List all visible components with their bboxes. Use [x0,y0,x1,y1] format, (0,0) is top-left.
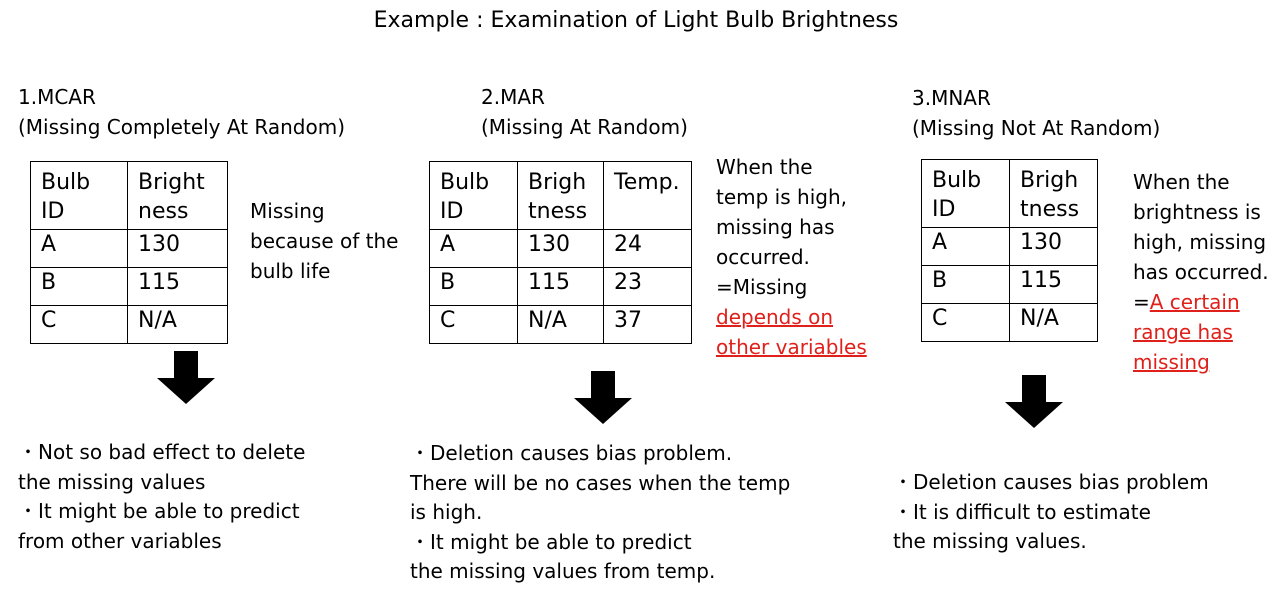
table-cell: 115 [1010,266,1098,304]
cause-note: Missing because of the bulb life [250,199,399,283]
table-cell: 130 [1010,228,1098,266]
table-cell: N/A [128,306,228,344]
header-cell-text: Brigh tness [528,170,588,224]
table-row [31,268,228,306]
header-cell-brightness [1010,160,1098,228]
table-cell: C [922,304,1010,342]
effects-text: ・Not so bad effect to delete the missing values ・It might be able to predict from other variables [18,440,306,553]
header-cell-brightness [128,162,228,230]
page-title: Example : Examination of Light Bulb Brightness [373,8,899,33]
table-cell: N/A [1010,304,1098,342]
header-cell-text: Bright ness [138,170,205,224]
header-cell-temp [604,162,692,230]
table-row [922,266,1098,304]
cause-note [716,152,867,362]
table-row [922,304,1098,342]
header-cell-bulb-id [31,162,128,230]
effects-text: ・Deletion causes bias problem ・It is difficult to estimate the missing values. [893,470,1209,553]
table-cell: B [922,266,1010,304]
table-cell: B [31,268,128,306]
table-cell: 115 [518,268,604,306]
cause-note-text: When the temp is high, missing has occurred. =Missing [716,155,847,299]
table-cell: A [430,230,518,268]
cause-note-text: When the brightness is high, missing has occurred. = [1133,170,1269,314]
panel-subtitle: (Missing Not At Random) [912,116,1161,140]
table-row [430,230,692,268]
table-cell: 115 [128,268,228,306]
table-cell: 130 [128,230,228,268]
bulb-table [30,161,228,344]
table-cell: 24 [604,230,692,268]
table-row [430,268,692,306]
table-row [31,306,228,344]
table-cell: C [31,306,128,344]
bulb-table [429,161,692,344]
header-cell-text: Brigh tness [1020,168,1080,222]
table-row [430,306,692,344]
table-cell: 130 [518,230,604,268]
header-cell-text: Temp. [614,170,680,195]
table-cell: A [922,228,1010,266]
table-row [31,230,228,268]
bulb-table [921,159,1098,342]
table-cell: A [31,230,128,268]
header-cell-text: Bulb ID [41,170,91,224]
table-cell: 23 [604,268,692,306]
panel-number: 3.MNAR [912,86,991,110]
table-cell: 37 [604,306,692,344]
effects-text: ・Deletion causes bias problem. There will be no cases when the temp is high. ・It might be able to predict the missing values from temp. [410,441,791,583]
panel-subtitle: (Missing Completely At Random) [18,115,346,139]
panel-number: 1.MCAR [18,85,96,109]
cause-note [1133,167,1269,377]
panel-subtitle: (Missing At Random) [481,115,688,139]
cause-note-highlight: A certain range has missing [1133,290,1240,374]
table-cell: N/A [518,306,604,344]
table-cell: B [430,268,518,306]
panel-number: 2.MAR [481,85,545,109]
header-cell-text: Bulb ID [932,168,982,222]
table-row [922,228,1098,266]
table-cell: C [430,306,518,344]
cause-note-highlight: depends on other variables [716,305,867,359]
header-cell-brightness [518,162,604,230]
header-cell-bulb-id [430,162,518,230]
header-cell-text: Bulb ID [440,170,490,224]
header-cell-bulb-id [922,160,1010,228]
